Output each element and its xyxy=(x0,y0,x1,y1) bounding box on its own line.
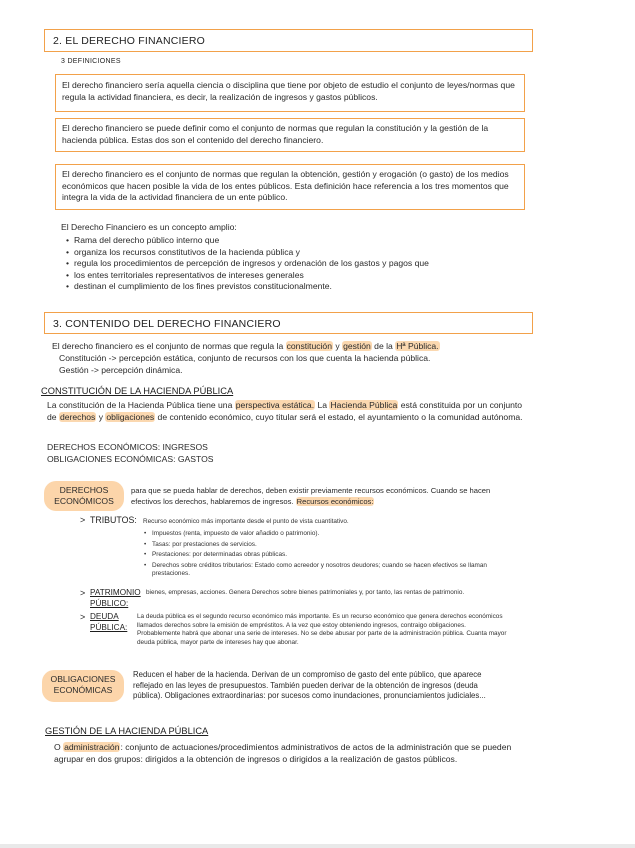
highlight-perspectiva: perspectiva estática. xyxy=(235,400,315,410)
tributos-arrow: > xyxy=(80,515,86,525)
section2-title-box xyxy=(44,29,533,52)
tributos-item: • Tasas: por prestaciones de servicios. xyxy=(142,541,492,550)
highlight-constitucion: constitución xyxy=(286,341,332,351)
patrimonio-text: bienes, empresas, acciones. Genera Derechos sobre bienes patrimoniales y, por tanto, las rentas de patrimonio. xyxy=(146,589,465,596)
patrimonio-label: PATRIMONIO PÚBLICO: xyxy=(90,588,141,608)
tributos-item: • Impuestos (renta, impuesto de valor añadido o patrimonio). xyxy=(142,530,492,539)
highlight-hacienda: Hª Pública. xyxy=(396,341,439,351)
section3-intro xyxy=(52,341,522,353)
intro-text: de la xyxy=(371,341,396,351)
definition-3: El derecho financiero es el conjunto de normas que regulan la obtención, gestión y erogación (o gasto) de los medios económicos que hacen posible la vida de los entes públicos. Esta definición hace referencia a los tres momentos que integra la vida de la actividad financiera de un ente público. xyxy=(62,169,509,202)
highlight-derechos: derechos xyxy=(59,411,96,422)
gestion-line: Gestión -> percepción dinámica. xyxy=(59,365,183,375)
derechos-economicos-pill: DERECHOS ECONÓMICOS xyxy=(44,481,124,511)
concept-item: • destinan el cumplimiento de los fines previstos constitucionalmente. xyxy=(64,281,534,293)
paragraph-text: : conjunto de actuaciones/procedimientos administrativos de actos de la administración que se pueden agrupar en dos grupos: dirigidos a la obtención de ingresos o dirigidos a la realización de gastos públicos. xyxy=(54,742,512,764)
concept-intro: El Derecho Financiero es un concepto amplio: xyxy=(61,222,237,232)
obligaciones-text: Reducen el haber de la hacienda. Derivan de un compromiso de gasto del ente público, que aparece reflejado en las leyes de presupuestos. También pueden derivar de la obtención de ingresos (deuda pública). Obligaciones extraordinarias: por sucesos como inundaciones, pronunciamientos judiciales... xyxy=(133,670,486,700)
derechos-body: para que se pueda hablar de derechos, deben existir previamente recursos económicos. Cuando se hacen efectivos los derechos, hablaremos de ingresos. xyxy=(131,486,491,506)
concept-item: • regula los procedimientos de percepción de ingresos y ordenación de los gastos y pagos que xyxy=(64,258,534,270)
gestion-paragraph xyxy=(54,742,524,765)
concept-list xyxy=(64,235,534,293)
concept-item: • los entes territoriales representativos de intereses generales xyxy=(64,270,534,282)
tributos-label: TRIBUTOS: xyxy=(90,515,137,525)
deuda-label: DEUDA PÚBLICA: xyxy=(90,612,128,632)
definition-box-1 xyxy=(55,74,525,112)
constitucion-line: Constitución -> percepción estática, conjunto de recursos con los que cuenta la hacienda pública. xyxy=(59,353,431,363)
deuda-arrow: > xyxy=(80,612,86,622)
intro-text: El derecho financiero es el conjunto de normas que regula la xyxy=(52,341,286,351)
deuda-text: La deuda pública es el segundo recurso económico más importante. Es un recurso económico que genera derechos económicos llamados derechos sobre la emisión de empréstitos. A la vez que estoy obteniendo ingresos, contraigo obligaciones. Probablemente habrá que abonar una serie de intereses. No se debe abusar por parte de la administración pública. Cuanta mayor deuda pública, mayor parte de intereses hay que abonar. xyxy=(137,613,507,646)
obligaciones-economicas-pill: OBLIGACIONES ECONÓMICAS xyxy=(42,670,124,702)
tributos-text: Recurso económico más importante desde el punto de vista cuantitativo. xyxy=(143,518,349,525)
page-bottom-divider xyxy=(0,844,635,848)
tributos-item: • Prestaciones: por determinadas obras públicas. xyxy=(142,551,492,560)
gestion-heading: GESTIÓN DE LA HACIENDA PÚBLICA xyxy=(45,726,209,736)
highlight-recursos: Recursos económicos: xyxy=(296,496,374,506)
highlight-obligaciones: obligaciones xyxy=(106,411,155,422)
definition-2: El derecho financiero se puede definir como el conjunto de normas que regulan la constitución y la gestión de la hacienda pública. Estas dos son el contenido del derecho financiero. xyxy=(62,123,489,145)
intro-text: y xyxy=(333,341,343,351)
concept-item: • organiza los recursos constitutivos de la hacienda pública y xyxy=(64,247,534,259)
highlight-administracion: administración xyxy=(64,742,120,752)
paragraph-text: de contenido económico, cuyo titular será el estado, el ayuntamiento o la comunidad autónoma. xyxy=(155,411,523,422)
patrimonio-arrow: > xyxy=(80,588,86,598)
section2-title: 2. EL DERECHO FINANCIERO xyxy=(53,35,206,47)
definition-1: El derecho financiero sería aquella ciencia o disciplina que tiene por objeto de estudio el conjunto de leyes/normas que regula la actividad financiera, es decir, la realización de ingresos y gastos públicos. xyxy=(62,80,515,102)
definition-box-2 xyxy=(55,118,525,152)
paragraph-text: y xyxy=(96,411,106,422)
constitucion-paragraph xyxy=(47,400,534,423)
concept-item: • Rama del derecho público interno que xyxy=(64,235,534,247)
paragraph-text: La constitución de la Hacienda Pública tiene una xyxy=(47,400,235,410)
highlight-hacienda-publica: Hacienda Pública xyxy=(330,400,398,410)
definitions-subtitle: 3 DEFINICIONES xyxy=(61,58,121,65)
paragraph-text: está constituida por un conjunto de xyxy=(47,400,523,422)
section3-title-box xyxy=(44,312,533,334)
section3-title: 3. CONTENIDO DEL DERECHO FINANCIERO xyxy=(53,318,281,330)
constitucion-heading: CONSTITUCIÓN DE LA HACIENDA PÚBLICA xyxy=(41,386,234,396)
definition-box-3 xyxy=(55,164,525,210)
tributos-item: • Derechos sobre créditos tributarios: Estado como acreedor y nosotros deudores; cuando se hacen efectivos se llaman prestaciones. xyxy=(142,562,492,579)
derechos-text xyxy=(131,486,501,507)
tributos-list xyxy=(142,530,492,579)
derechos-economicos-line: DERECHOS ECONÓMICOS: INGRESOS xyxy=(47,442,208,452)
highlight-gestion: gestión xyxy=(343,341,371,351)
paragraph-text: La xyxy=(315,400,330,410)
paragraph-text: O xyxy=(54,742,64,752)
obligaciones-economicas-line: OBLIGACIONES ECONÓMICAS: GASTOS xyxy=(47,454,214,464)
